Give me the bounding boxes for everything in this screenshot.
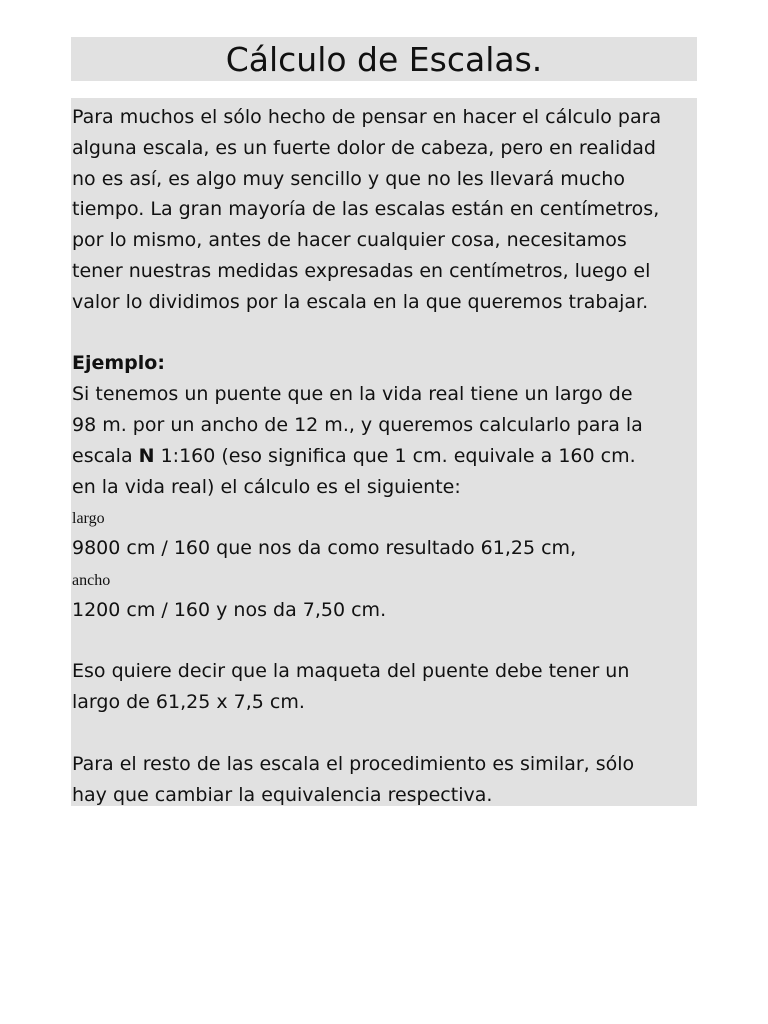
page-title: Cálculo de Escalas. (71, 37, 697, 81)
largo-calculation: 9800 cm / 160 que nos da como resultado 61,25 cm, (72, 537, 577, 560)
conclusion-line: largo de 61,25 x 7,5 cm. (72, 691, 305, 714)
paragraph-gap (72, 318, 697, 349)
example-line: en la vida real) el cálculo es el siguiente: (72, 475, 461, 498)
closing-line: Para el resto de las escala el procedimiento es similar, sólo (72, 752, 635, 775)
example-line: 98 m. por un ancho de 12 m., y queremos calcularlo para la (72, 413, 643, 436)
closing-line: hay que cambiar la equivalencia respectiva. (72, 783, 493, 806)
intro-line: no es así, es algo muy sencillo y que no les llevará mucho (72, 167, 625, 190)
content-box (71, 98, 697, 806)
example-text: 1:160 (eso significa que 1 cm. equivale a 160 cm. (154, 444, 636, 467)
intro-line: tiempo. La gran mayoría de las escalas están en centímetros, (72, 198, 660, 221)
intro-line: tener nuestras medidas expresadas en centímetros, luego el (72, 259, 651, 282)
intro-line: Para muchos el sólo hecho de pensar en hacer el cálculo para (72, 106, 662, 128)
paragraph-gap (72, 718, 697, 749)
scale-name: N (138, 444, 155, 467)
largo-label: largo (72, 510, 105, 528)
example-text: escala (72, 444, 139, 467)
example-line (72, 441, 697, 472)
ancho-calculation: 1200 cm / 160 y nos da 7,50 cm. (72, 598, 387, 621)
ancho-label: ancho (72, 571, 111, 589)
example-line: Si tenemos un puente que en la vida real tiene un largo de (72, 383, 633, 406)
intro-line: valor lo dividimos por la escala en la que queremos trabajar. (72, 290, 649, 313)
paragraph-gap (72, 626, 697, 657)
example-heading: Ejemplo: (72, 352, 165, 375)
intro-line: alguna escala, es un fuerte dolor de cabeza, pero en realidad (72, 136, 656, 159)
conclusion-line: Eso quiere decir que la maqueta del puente debe tener un (72, 660, 630, 683)
intro-line: por lo mismo, antes de hacer cualquier cosa, necesitamos (72, 229, 627, 252)
